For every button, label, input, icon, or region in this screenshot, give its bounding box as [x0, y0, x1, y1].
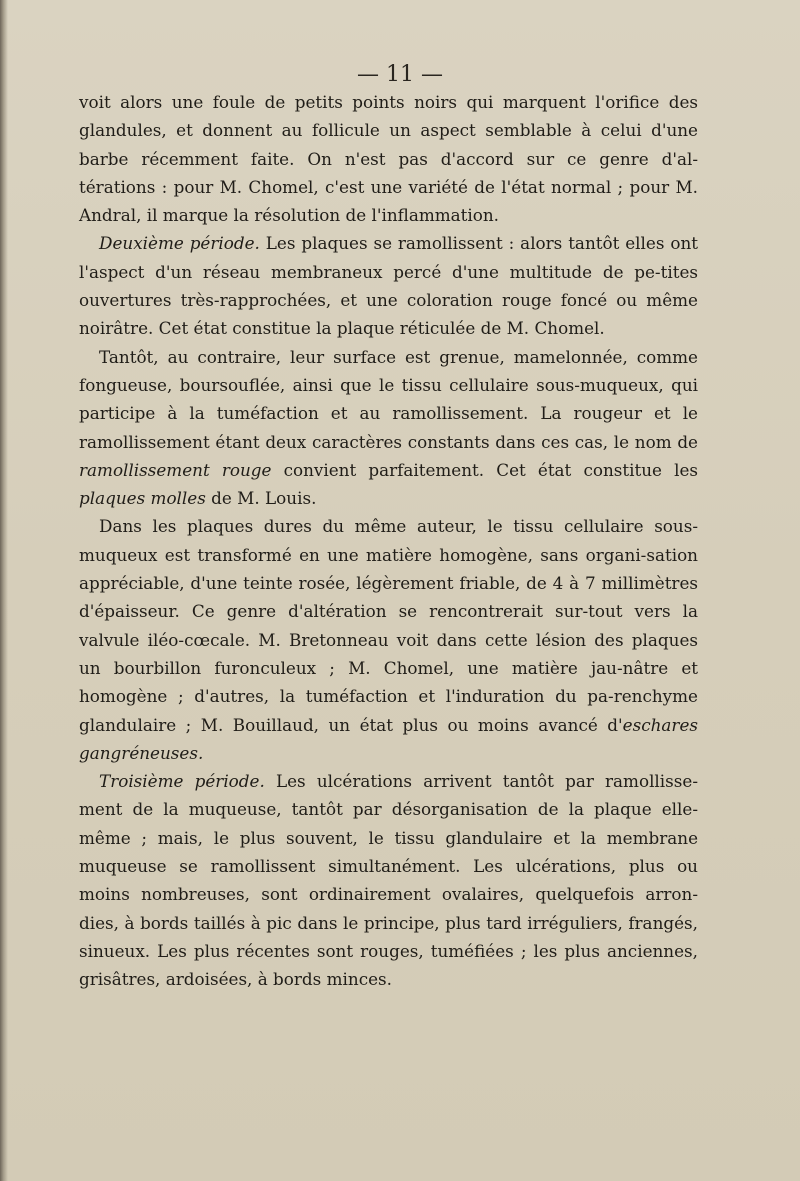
text-run: de M. Louis. — [205, 488, 317, 509]
text-run: Les plaques se ramollissent : alors tantôt elles ont l'aspect d'un réseau membraneux percé d'une multitude de pe-tites ouvertures très-rapprochées, et une coloration rouge foncé ou même noirâtre. Cet état constitue la plaque réticulée de M. Chomel. — [79, 233, 698, 339]
italic-text-run: ramollissement rouge — [79, 459, 272, 480]
body-text — [79, 88, 698, 994]
text-run: Dans les plaques dures du même auteur, le tissu cellulaire sous-muqueux est transformé en une matière homogène, sans organi-sation appréciable, d'une teinte rosée, légèrement friable, de 4 à 7 millimètres d'épaisseur. Ce genre d'altération se rencontrerait sur-tout vers la valvule iléo-cœcale. M. Bretonneau voit dans cette lésion des plaques un bourbillon furonculeux ; M. Chomel, une matière jau-nâtre et homogène ; d'autres, la tuméfaction et l'induration du pa-renchyme glandulaire ; M. Bouillaud, un état plus ou moins avancé d' — [79, 516, 698, 735]
italic-text-run: Troisième période. — [99, 771, 265, 792]
paragraph — [79, 343, 698, 513]
paragraph — [79, 88, 698, 229]
italic-text-run: Deuxième période. — [99, 233, 260, 254]
text-run: Tantôt, au contraire, leur surface est grenue, mamelonnée, comme fongueuse, boursouflée, ainsi que le tissu cellulaire sous-muqueux, qui participe à la tuméfaction et au ramollissement. La rougeur et le ramollissement étant deux caractères constants dans ces cas, le nom de — [79, 346, 698, 452]
paragraph — [79, 767, 698, 993]
paragraph — [79, 512, 698, 767]
page-gutter-shadow — [0, 0, 8, 1181]
text-run: Les ulcérations arrivent tantôt par ramollisse-ment de la muqueuse, tantôt par désorganisation de la plaque elle-même ; mais, le plus souvent, le tissu glandulaire et la membrane muqueuse se ramollissent simultanément. Les ulcérations, plus ou moins nombreuses, sont ordinairement ovalaires, quelquefois arron-dies, à bords taillés à pic dans le principe, plus tard irréguliers, frangés, sinueux. Les plus récentes sont rouges, tuméfiées ; les plus anciennes, grisâtres, ardoisées, à bords minces. — [79, 771, 698, 990]
italic-text-run: plaques molles — [79, 488, 206, 509]
text-run: voit alors une foule de petits points noirs qui marquent l'orifice des glandules, et donnent au follicule un aspect semblable à celui d'une barbe récemment faite. On n'est pas d'accord sur ce genre d'al-térations : pour M. Chomel, c'est une variété de l'état normal ; pour M. Andral, il marque la résolution de l'inflammation. — [79, 92, 698, 226]
italic-text-run: eschares gangréneuses. — [79, 714, 698, 763]
page-number: — 11 — — [357, 62, 443, 87]
paragraph — [79, 229, 698, 342]
text-run: convient parfaitement. Cet état constitue les — [271, 459, 698, 480]
